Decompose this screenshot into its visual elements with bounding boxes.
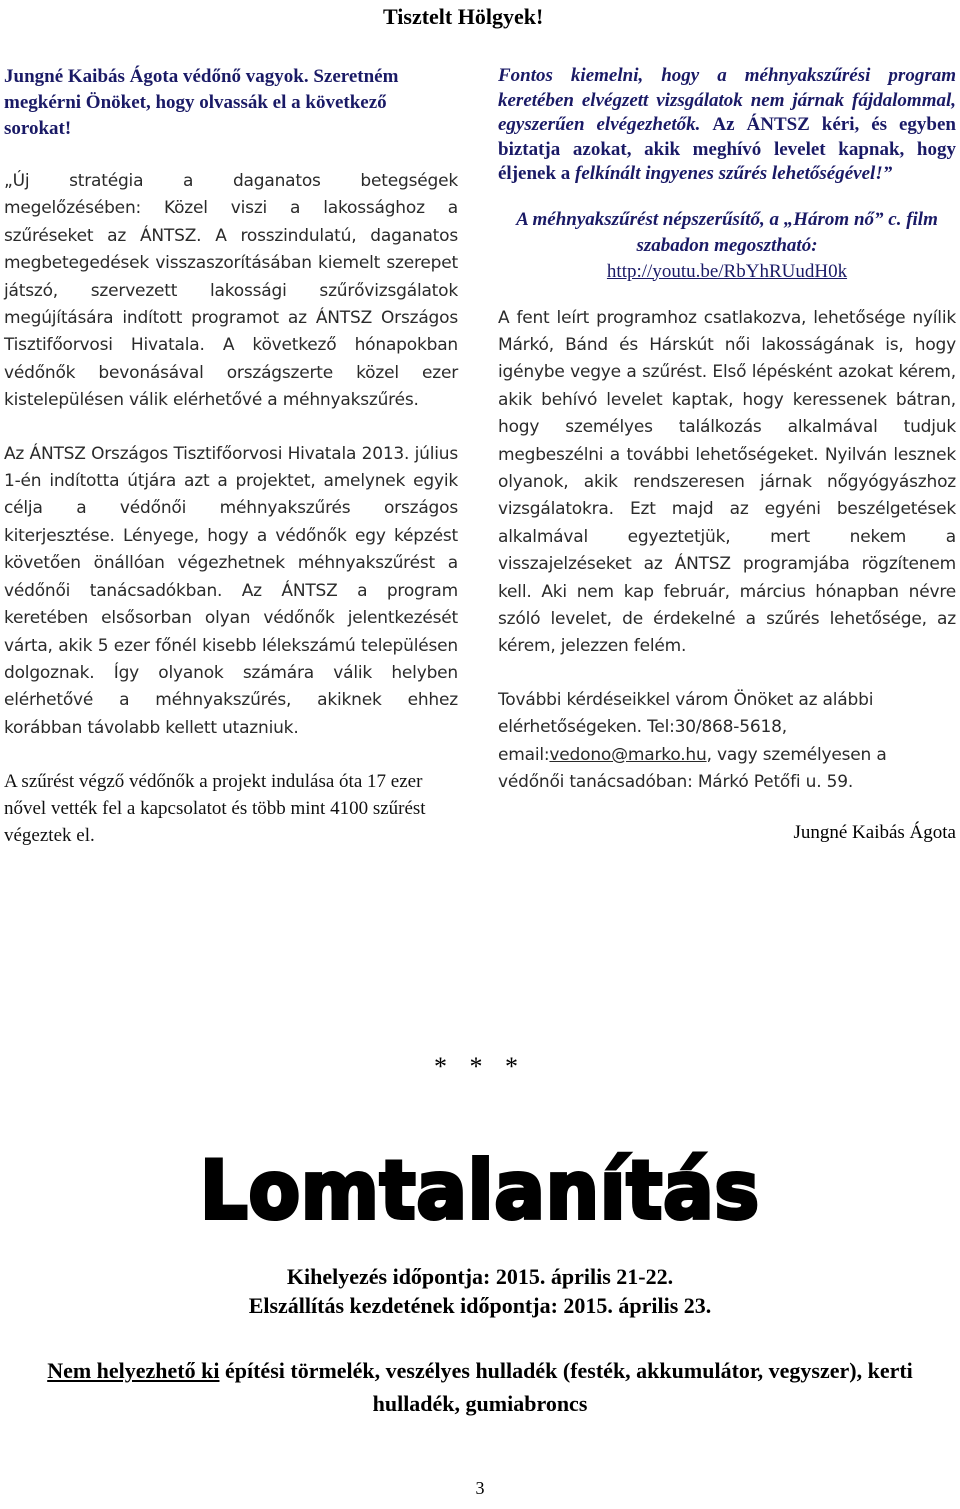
section-separator: * * *	[434, 1052, 526, 1081]
contact-paragraph	[498, 687, 956, 797]
important-note-tail: felkínált ingyenes szűrés lehetőségével!”	[575, 163, 893, 184]
headline-graphic	[0, 1130, 960, 1240]
placement-date: Kihelyezés időpontja: 2015. április 21-22.	[286, 1264, 674, 1289]
headline-svg	[0, 1130, 960, 1240]
headline-text: Lomtalanítás	[200, 1144, 760, 1237]
left-column	[4, 64, 458, 849]
dates-block	[0, 1262, 960, 1320]
email-link[interactable]: vedono@marko.hu	[549, 744, 707, 765]
excluded-items-notice	[10, 1354, 950, 1420]
important-note-plain: Az ÁNTSZ kéri, és egyben biztatja azokat, akik meghívó levelet kapnak, hogy éljenek a	[498, 114, 956, 184]
pickup-date: Elszállítás kezdetének időpontja: 2015. április 23.	[248, 1293, 712, 1318]
right-column	[498, 64, 956, 844]
program-paragraph: A fent leírt programhoz csatlakozva, lehetősége nyílik Márkó, Bánd és Hárskút női lakosságának is, hogy igénybe vegye a szűrést. Első lépésként azokat kérem, akik behívó levelet kaptak, hogy keressenek bátran, hogy személyes találkozás alkalmával tudjuk megbeszélni a további lehetőségeket. Nyilván lesznek olyanok, akik rendszeresen járnak nőgyógyászhoz vizsgálatokra. Ezt majd az egyéni beszélgetések alkalmával egyeztetjük, mert nekem a visszajelzéseket az ÁNTSZ programjába rögzítenem kell. Aki nem kap február, március hónapban névre szóló levelet, de érdekelné a szűrés lehetősége, az kérem, jelezzen felém.	[498, 307, 956, 657]
important-note	[498, 64, 956, 187]
page-title: Tisztelt Hölgyek!	[383, 4, 544, 29]
film-link[interactable]: http://youtu.be/RbYhRUudH0k	[606, 260, 848, 282]
results-paragraph: A szűrést végző védőnők a projekt indulása óta 17 ezer nővel vették fel a kapcsolatot és több mint 4100 szűrést végeztek el.	[4, 771, 426, 847]
strategy-paragraph: „Új stratégia a daganatos betegségek megelőzésében: Közel viszi a lakossághoz a szűréseket az ÁNTSZ. A rosszindulatú, daganatos megbetegedések visszaszorításában kiemelt szerepet játszó, szervezett lakossági szűrővizsgálatok megújítására indított programot az ÁNTSZ Országos Tisztifőorvosi Hivatala. A következő hónapokban védőnők bevonásával országszerte közel ezer kistelepülésen válik elérhetővé a méhnyakszűrés.	[4, 171, 458, 411]
notice-underlined: Nem helyezhető ki	[47, 1358, 220, 1383]
signature: Jungné Kaibás Ágota	[793, 822, 956, 844]
notice-rest: építési törmelék, veszélyes hulladék (festék, akkumulátor, vegyszer), kerti hulladék, gumiabroncs	[219, 1358, 913, 1416]
important-note-italic: Fontos kiemelni, hogy a méhnyakszűrési program keretében elvégzett vizsgálatok nem járnak fájdalommal, egyszerűen elvégezhetők.	[498, 65, 956, 135]
page-number: 3	[475, 1478, 485, 1498]
contact-text-pre: További kérdéseikkel várom Önöket az alábbi elérhetőségeken. Tel:30/868-5618, email:	[498, 689, 874, 765]
project-paragraph: Az ÁNTSZ Országos Tisztifőorvosi Hivatala 2013. július 1-én indította útjára azt a projektet, amelynek egyik célja a védőnői méhnyakszűrés országos kiterjesztése. Lényege, hogy a védőnők egy képzést követően önállóan végezhetnek méhnyakszűrést a védőnői tanácsadókban. Az ÁNTSZ a program keretében elsősorban olyan védőnők jelentkezését várta, akik 5 ezer főnél kisebb lélekszámú településen dolgoznak. Így olyanok számára válik helyben elérhetővé a méhnyakszűrés, akiknek ehhez korábban távolabb kellett utazniuk.	[4, 443, 458, 738]
contact-text-post: , vagy személyesen a védőnői tanácsadóban: Márkó Petőfi u. 59.	[498, 744, 887, 792]
intro-paragraph: Jungné Kaibás Ágota védőnő vagyok. Szeretném megkérni Önöket, hogy olvassák el a következő sorokat!	[4, 66, 399, 139]
film-promo: A méhnyakszűrést népszerűsítő, a „Három nő” c. film szabadon megosztható:	[516, 208, 938, 256]
